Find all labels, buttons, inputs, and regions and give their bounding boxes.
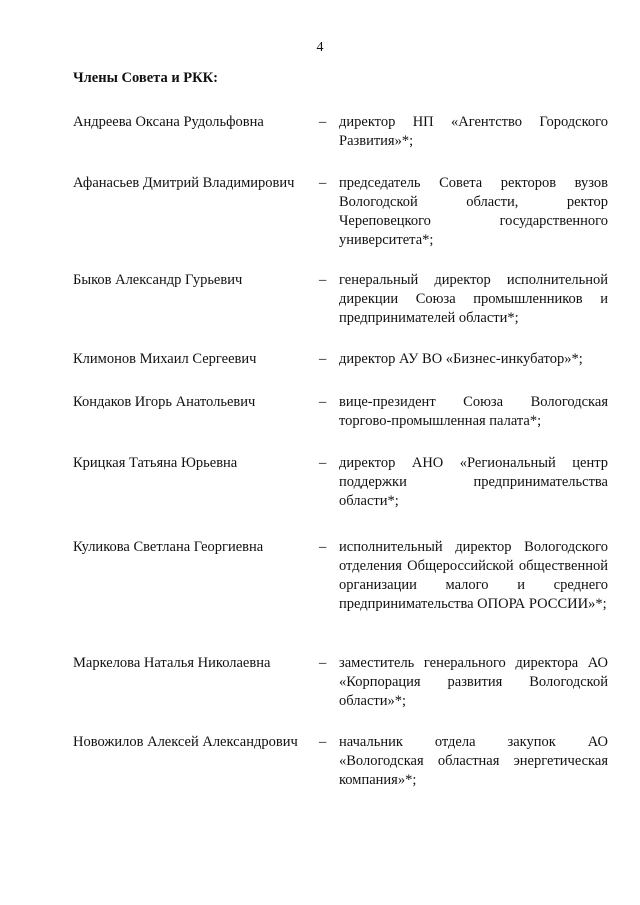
member-name: Климонов Михаил Сергеевич xyxy=(73,351,257,367)
dash-separator: – xyxy=(319,394,327,410)
member-role: директор АУ ВО «Бизнес-инкубатор»*; xyxy=(339,351,583,367)
member-name: Андреева Оксана Рудольфовна xyxy=(73,114,264,130)
member-name: Быков Александр Гурьевич xyxy=(73,272,243,288)
member-name: Маркелова Наталья Николаевна xyxy=(73,655,271,671)
dash-separator: – xyxy=(319,175,327,191)
member-role: директор АНО «Региональный центр поддержки предпринимательства области*; xyxy=(339,455,608,509)
member-role: директор НП «Агентство Городского Развития»*; xyxy=(339,114,608,149)
dash-separator: – xyxy=(319,351,327,367)
dash-separator: – xyxy=(319,114,327,130)
member-row xyxy=(73,538,608,638)
member-name: Афанасьев Дмитрий Владимирович xyxy=(73,175,295,191)
dash-separator: – xyxy=(319,734,327,750)
dash-separator: – xyxy=(319,539,327,555)
member-name: Куликова Светлана Георгиевна xyxy=(73,539,264,555)
dash-separator: – xyxy=(319,655,327,671)
member-name: Крицкая Татьяна Юрьевна xyxy=(73,455,238,471)
member-role: вице-президент Союза Вологодская торгово-промышленная палата*; xyxy=(339,394,608,429)
dash-separator: – xyxy=(319,272,327,288)
member-row xyxy=(73,174,608,274)
member-row xyxy=(73,733,608,833)
dash-separator: – xyxy=(319,455,327,471)
member-name: Новожилов Алексей Александрович xyxy=(73,734,298,750)
member-role: заместитель генерального директора АО «Корпорация развития Вологодской области»*; xyxy=(339,655,608,709)
member-role: исполнительный директор Вологодского отделения Общероссийской общественной организации малого и среднего предпринимательства ОПОРА РОССИИ»*; xyxy=(339,539,608,612)
member-role: начальник отдела закупок АО «Вологодская областная энергетическая компания»*; xyxy=(339,734,608,788)
section-heading: Члены Совета и РКК: xyxy=(73,70,219,86)
page-number: 4 xyxy=(316,40,324,55)
member-name: Кондаков Игорь Анатольевич xyxy=(73,394,256,410)
member-role: председатель Совета ректоров вузов Вологодской области, ректор Череповецкого государственного университета*; xyxy=(339,175,608,248)
member-role: генеральный директор исполнительной дирекции Союза промышленников и предпринимателей области*; xyxy=(339,272,608,326)
